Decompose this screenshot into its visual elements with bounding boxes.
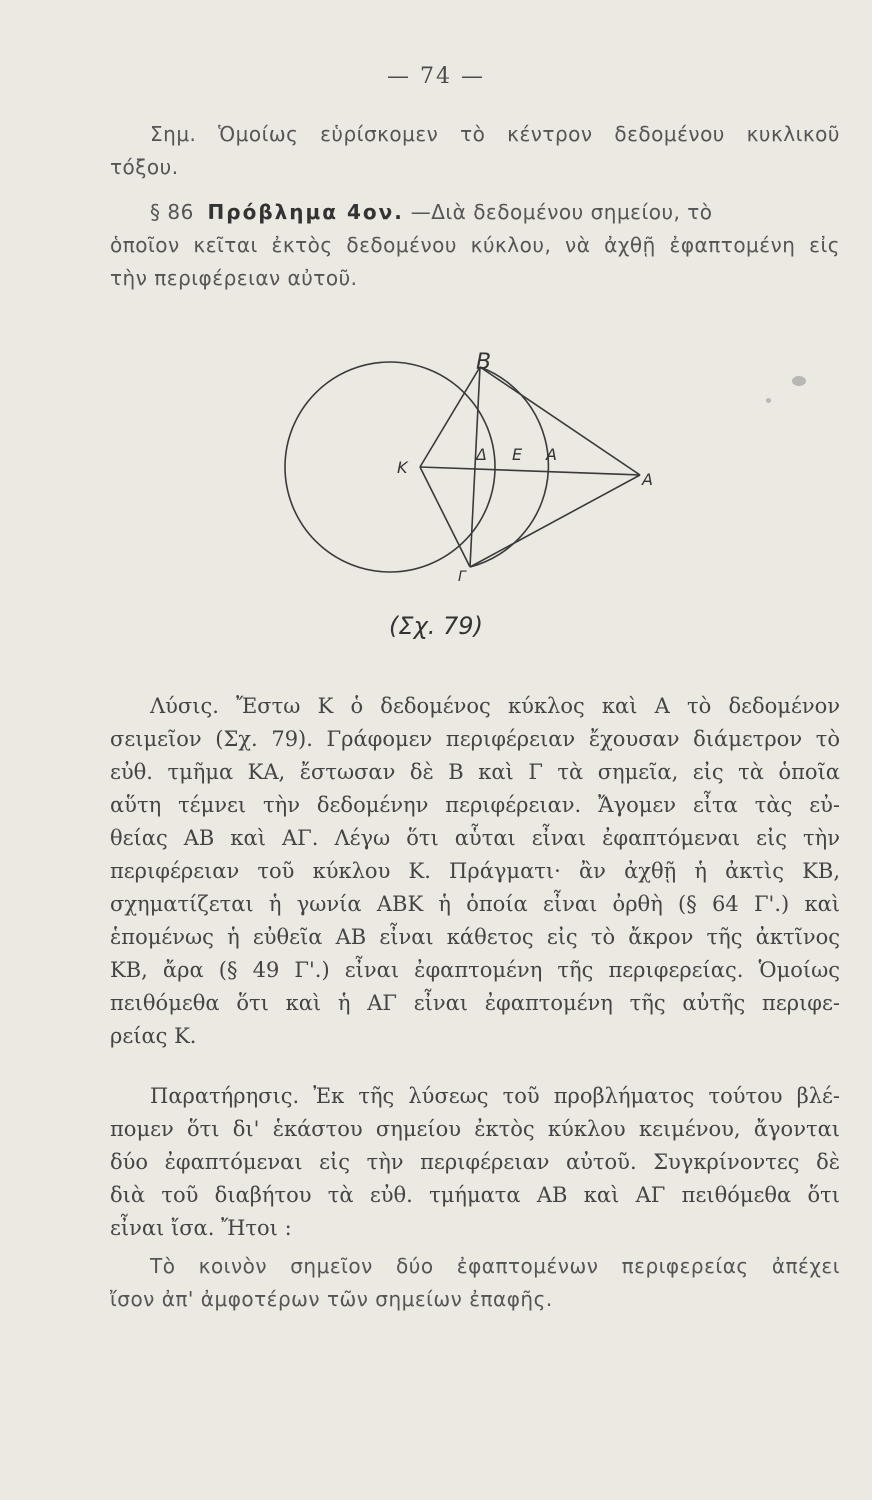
observation-line-5: εἶναι ἴσα. Ἤτοι : — [110, 1216, 292, 1240]
tangent-AG — [470, 475, 640, 567]
solution-line-4: αὕτη τέμνει τὴν δεδομένην περιφέρειαν. Ἄγομεν εἶτα τὰς εὐ- — [110, 793, 840, 817]
label-E: Ε — [512, 445, 523, 464]
note-line-2: τόξου. — [110, 155, 179, 179]
section-number: § 86 — [150, 200, 194, 224]
problem-line-1-text: —Διὰ δεδομένου σημείου, τὸ — [410, 200, 713, 224]
observation-line-2: πομεν ὅτι δι' ἑκάστου σημείου ἐκτὸς κύκλου κειμένου, ἄγονται — [110, 1117, 840, 1141]
solution-line-1: Λύσις. Ἔστω Κ ὁ δεδομένος κύκλος καὶ Α τὸ δεδομένον — [150, 694, 840, 718]
figure-caption: (Σχ. 79) — [389, 612, 483, 640]
problem-line-1 — [110, 196, 840, 229]
theorem-paragraph — [110, 1250, 840, 1316]
theorem-line-1: Τὸ κοινὸν σημεῖον δύο ἐφαπτομένων περιφερείας ἀπέχει — [150, 1254, 840, 1278]
problem-heading: Πρόβλημα 4ον. — [207, 200, 404, 224]
solution-line-9: ΚΒ, ἄρα (§ 49 Γ'.) εἶναι ἐφαπτομένη τῆς περιφερείας. Ὁμοίως — [110, 958, 840, 982]
solution-paragraph — [110, 690, 840, 1053]
solution-line-10: πειθόμεθα ὅτι καὶ ἡ ΑΓ εἶναι ἐφαπτομένη τῆς αὐτῆς περιφε- — [110, 991, 840, 1015]
solution-line-2: σειμεῖον (Σχ. 79). Γράφομεν περιφέρειαν ἔχουσαν διάμετρον τὸ — [110, 727, 840, 751]
note-paragraph — [110, 118, 840, 184]
figure-79 — [280, 345, 680, 595]
solution-line-11: ρείας Κ. — [110, 1024, 197, 1048]
observation-line-1: Παρατήρησις. Ἐκ τῆς λύσεως τοῦ προβλήματος τούτου βλέ- — [150, 1084, 840, 1108]
auxiliary-arc — [470, 367, 548, 567]
observation-paragraph — [110, 1080, 840, 1245]
page-number: — 74 — — [387, 64, 485, 89]
solution-line-5: θείας ΑΒ καὶ ΑΓ. Λέγω ὅτι αὗται εἶναι ἐφαπτόμεναι εἰς τὴν — [110, 826, 840, 850]
observation-line-3: δύο ἐφαπτόμεναι εἰς τὴν περιφέρειαν αὐτοῦ. Συγκρίνοντες δὲ — [110, 1150, 840, 1174]
ink-smudge — [792, 376, 806, 386]
solution-line-7: σχηματίζεται ἡ γωνία ΑΒΚ ἡ ὁποία εἶναι ὀρθὴ (§ 64 Γ'.) καὶ — [110, 892, 840, 916]
solution-line-3: εὐθ. τμῆμα ΚΑ, ἔστωσαν δὲ Β καὶ Γ τὰ σημεῖα, εἰς τὰ ὁποῖα — [110, 760, 840, 784]
label-A-inner: Α — [546, 445, 557, 464]
label-A: Α — [642, 470, 653, 489]
label-D: Δ — [476, 445, 487, 464]
problem-line-2: ὁποῖον κεῖται ἐκτὸς δεδομένου κύκλου, νὰ ἀχθῇ ἐφαπτομένη εἰς — [110, 233, 840, 257]
segment-BG — [470, 367, 480, 567]
note-line-1: Σημ. Ὁμοίως εὑρίσκομεν τὸ κέντρον δεδομένου κυκλικοῦ — [150, 122, 840, 146]
segment-KA — [420, 467, 640, 475]
label-B: Β — [476, 350, 492, 375]
label-G: Γ — [458, 569, 466, 585]
problem-paragraph — [110, 196, 840, 295]
solution-line-8: ἑπομένως ἡ εὐθεῖα ΑΒ εἶναι κάθετος εἰς τὸ ἄκρον τῆς ἀκτῖνος — [110, 925, 840, 949]
solution-line-6: περιφέρειαν τοῦ κύκλου Κ. Πράγματι· ἂν ἀχθῇ ἡ ἀκτὶς ΚΒ, — [110, 859, 840, 883]
observation-line-4: διὰ τοῦ διαβήτου τὰ εὐθ. τμήματα ΑΒ καὶ ΑΓ πειθόμεθα ὅτι — [110, 1183, 840, 1207]
tangent-AB — [480, 367, 640, 475]
segment-KG — [420, 467, 470, 567]
label-K: Κ — [397, 458, 408, 477]
segment-KB — [420, 367, 480, 467]
ink-dot — [766, 398, 771, 403]
theorem-line-2: ἴσον ἀπ' ἀμφοτέρων τῶν σημείων ἐπαφῆς. — [110, 1287, 553, 1311]
problem-line-3: τὴν περιφέρειαν αὐτοῦ. — [110, 266, 358, 290]
